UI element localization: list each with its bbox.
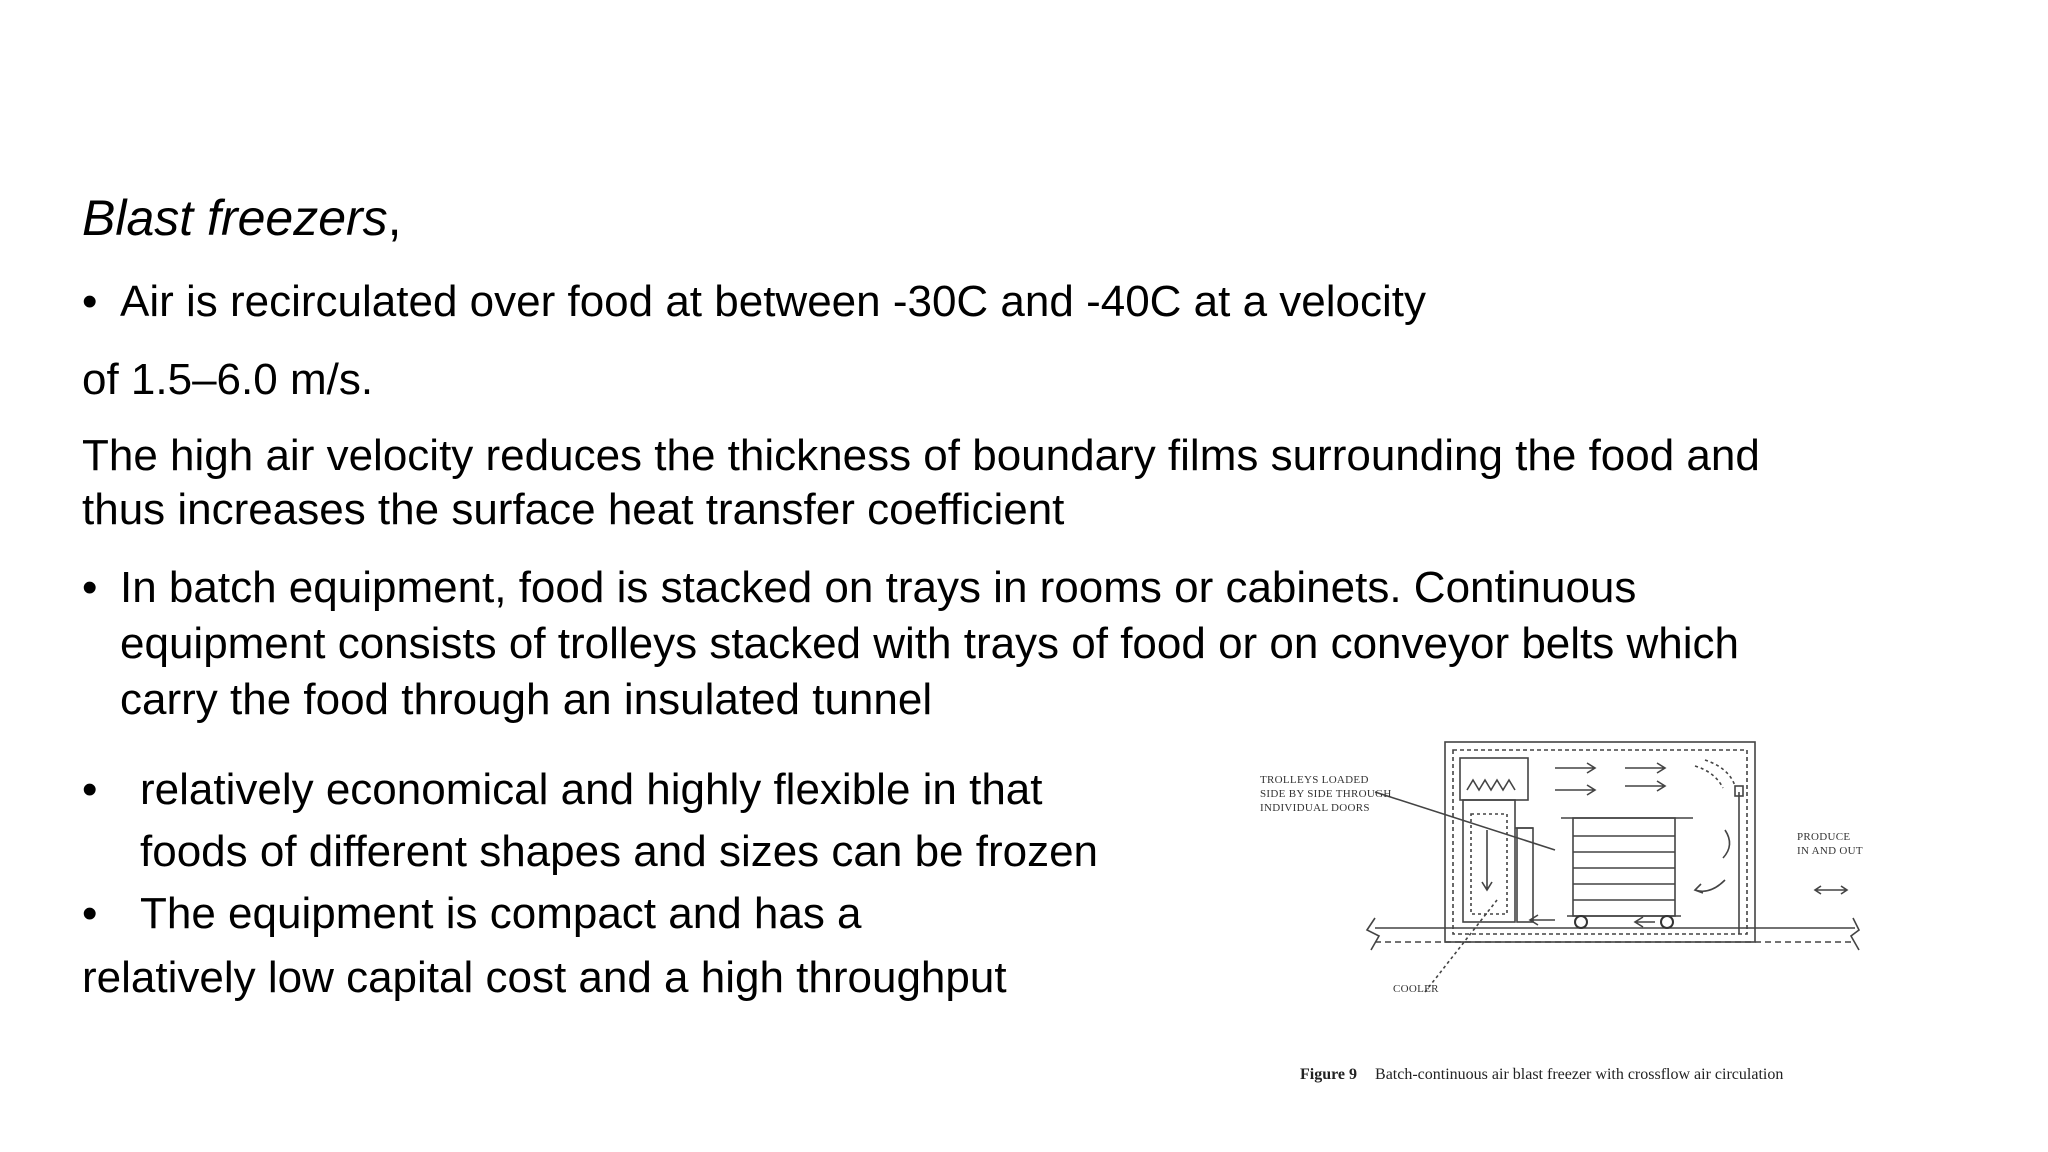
trolley-frame [1573,818,1675,916]
figure-caption-number: Figure 9 [1300,1066,1358,1083]
slide-heading [82,188,402,248]
paragraph-line-1: The high air velocity reduces the thickness of boundary films surrounding the food and [82,431,1760,480]
cooler-fins [1467,780,1515,790]
bullet-3-glyph: • [82,765,98,814]
airflow-arrow-down [1482,830,1492,890]
airflow-arrow-top-1 [1555,763,1595,773]
bullet-2-line-2: equipment consists of trolleys stacked with trays of food or on conveyor belts which [120,619,1739,668]
bullet-2-line-1: In batch equipment, food is stacked on trays in rooms or cabinets. Continuous [120,563,1637,612]
heading-comma: , [387,190,402,246]
label-trolleys-line-1: TROLLEYS LOADED [1260,774,1369,786]
floor-break-left [1367,918,1379,950]
label-trolleys-line-2: SIDE BY SIDE THROUGH [1260,788,1392,800]
label-produce-line-1: PRODUCE [1797,831,1851,843]
label-trolleys-line-3: INDIVIDUAL DOORS [1260,802,1370,814]
bullet-2-line-3: carry the food through an insulated tunnel [120,675,933,724]
bullet-1-continuation: of 1.5–6.0 m/s. [82,355,374,404]
airflow-arrow-top-2 [1625,763,1665,773]
bullet-1-text: Air is recirculated over food at between -30C and -40C at a velocity [120,277,1426,326]
bullet-3-line-2: foods of different shapes and sizes can be frozen [140,827,1099,876]
heading-text: Blast freezers [82,190,388,246]
floor-break-right [1851,918,1859,950]
blast-freezer-diagram [1255,730,1895,1030]
label-produce-line-2: IN AND OUT [1797,845,1863,857]
airflow-arrow-return-3 [1635,917,1655,927]
airflow-arrow-return-1 [1695,880,1725,893]
trolley-wheel-right [1661,916,1673,928]
airflow-arrow-produce [1815,886,1847,894]
airflow-arrow-right-side [1723,830,1730,858]
cooler-coil [1460,758,1528,800]
bullet-1-glyph: • [82,277,98,326]
airflow-arrow-top-4 [1625,781,1665,791]
bullet-3-line-1: relatively economical and highly flexible in that [140,765,1043,814]
enclosure-inner-wall [1453,750,1747,934]
airflow-arrow-top-3 [1555,785,1595,795]
figure-caption [1300,1066,1783,1084]
bullet-2-glyph: • [82,563,98,612]
paragraph-line-2: thus increases the surface heat transfer coefficient [82,485,1065,534]
label-cooler: COOLER [1393,983,1439,995]
figure-caption-text: Batch-continuous air blast freezer with crossflow air circulation [1375,1066,1784,1083]
trolley-wheel-left [1575,916,1587,928]
bullet-4-glyph: • [82,889,98,938]
airflow-swirl-top-right [1695,766,1723,788]
bullet-4-continuation: relatively low capital cost and a high throughput [82,953,1007,1002]
bullet-4-line-1: The equipment is compact and has a [140,889,862,938]
